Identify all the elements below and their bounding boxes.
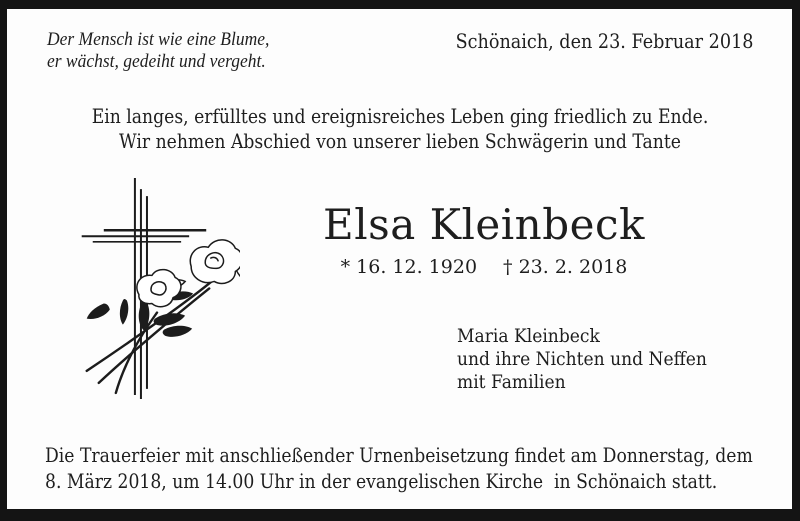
intro-line-2: Wir nehmen Abschied von unserer lieben Schwägerin und Tante [119, 129, 681, 153]
epigraph-line-1: Der Mensch ist wie eine Blume, [47, 29, 270, 50]
mourners-line-2: und ihre Nichten und Neffen [457, 348, 707, 370]
birth-date: * 16. 12. 1920 [340, 256, 478, 278]
funeral-line-1: Die Trauerfeier mit anschließender Urnenbeisetzung findet am Donnerstag, dem [45, 443, 753, 467]
death-date: † 23. 2. 2018 [503, 256, 628, 278]
intro-line-1: Ein langes, erfülltes und ereignisreiches Leben ging friedlich zu Ende. [91, 104, 709, 128]
mourners-block [457, 325, 707, 394]
deceased-block [179, 200, 789, 278]
funeral-line-2: 8. März 2018, um 14.00 Uhr in der evangelischen Kirche in Schönaich statt. [45, 468, 718, 493]
intro-text [56, 104, 744, 154]
mourners-line-1: Maria Kleinbeck [457, 325, 600, 347]
mourners-line-3: mit Familien [457, 371, 566, 393]
life-dates [179, 256, 789, 278]
deceased-name: Elsa Kleinbeck [323, 200, 645, 249]
place-dateline: Schönaich, den 23. Februar 2018 [455, 29, 753, 53]
epigraph [47, 29, 269, 73]
epigraph-line-2: er wächst, gedeiht und vergeht. [47, 51, 266, 72]
funeral-info [45, 443, 753, 494]
